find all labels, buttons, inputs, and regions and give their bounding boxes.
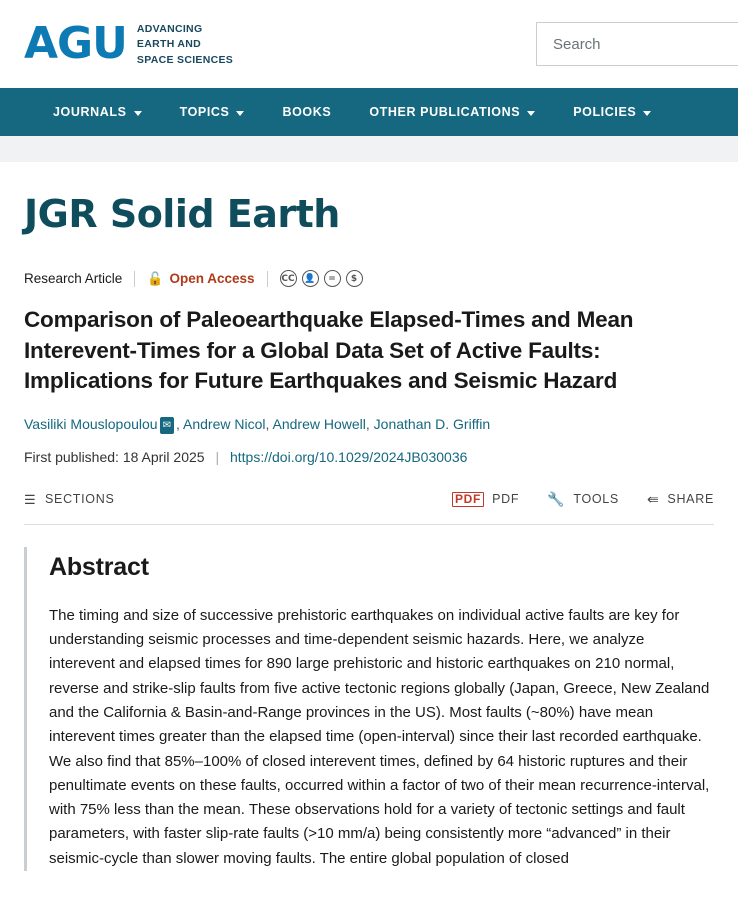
toolbar-divider [24, 524, 714, 525]
article-type-label: Research Article [24, 271, 123, 286]
pdf-icon: PDF [452, 492, 484, 507]
toolbar-left-group [24, 492, 115, 506]
abstract-text: The timing and size of successive prehistoric earthquakes on individual active faults are key for understanding seismic processes and time-dependent seismic hazards. Here, we analyze interevent and elapsed times for 890 large prehistoric and historic earthquakes on 210 normal, reverse and strike-slip faults from five active tectonic regions globally (Japan, Greece, New Zealand and the California & Basin-and-Range provinces in the US). Most faults (~80%) have mean interevent times greater than the elapsed time (open-interval) since their last recorded earthquake. We also find that 85%–100% of closed interevent times, defined by 64 historic ruptures and their penultimate events on these faults, occurred within a factor of two of their mean recurrence-interval, with 75% less than the mean. These observations hold for a variety of tectonic settings and fault parameters, with faster slip-rate faults (>10 mm/a) being consistently more “advanced” in their seismic-cycle than slower moving faults. The entire global population of closed [49, 606, 710, 867]
license-icons[interactable] [280, 270, 363, 287]
pubinfo-divider: | [215, 448, 220, 465]
doi-link[interactable]: https://doi.org/10.1029/2024JB030036 [229, 448, 468, 465]
list-icon: ☰ [24, 491, 37, 507]
pdf-label: PDF [492, 492, 520, 507]
author-name[interactable]: Jonathan D. Griffin [373, 415, 491, 432]
agu-logo-tagline [137, 20, 233, 68]
author-name[interactable]: Vasiliki Mouslopoulou [24, 415, 158, 432]
logo-tagline-line-2: EARTH AND [136, 38, 202, 51]
nav-item-topics[interactable] [161, 88, 264, 136]
abstract-body [49, 547, 714, 871]
agu-logo[interactable] [24, 20, 233, 68]
chevron-down-icon [236, 111, 244, 116]
header-spacer-band [0, 136, 738, 162]
meta-divider [134, 271, 135, 287]
nav-item-books[interactable] [263, 88, 350, 136]
publication-info [24, 449, 714, 465]
share-button[interactable] [647, 491, 714, 508]
author-list [24, 414, 714, 435]
nav-item-other-publications[interactable] [350, 88, 554, 136]
logo-tagline-line-3: SPACE SCIENCES [136, 53, 234, 66]
main-navigation [0, 88, 738, 136]
agu-logo-mark: AGU [24, 18, 127, 69]
tools-button[interactable] [547, 491, 619, 508]
sections-button[interactable] [24, 492, 115, 506]
wrench-icon: 🔧 [547, 490, 566, 507]
author-separator: , [365, 415, 374, 432]
first-published-label: First published: [24, 448, 119, 465]
tools-label: TOOLS [573, 492, 619, 507]
article-toolbar [24, 491, 714, 524]
open-access-label: Open Access [169, 271, 255, 286]
cc-no-derivatives-icon: = [324, 270, 341, 287]
article-meta-row [24, 270, 714, 287]
pdf-button[interactable] [452, 492, 519, 507]
journal-title[interactable]: JGR Solid Earth [24, 192, 340, 236]
chevron-down-icon [527, 111, 535, 116]
meta-divider [267, 271, 268, 287]
nav-label-other-publications: OTHER PUBLICATIONS [369, 105, 521, 119]
share-label: SHARE [667, 492, 714, 507]
site-header [0, 0, 738, 88]
chevron-down-icon [134, 111, 142, 116]
cc-non-commercial-icon: $ [346, 270, 363, 287]
author-separator: , [265, 415, 273, 432]
nav-item-policies[interactable] [554, 88, 670, 136]
author-separator: , [175, 415, 183, 432]
cc-attribution-icon: 👤 [302, 270, 319, 287]
sections-label: SECTIONS [45, 492, 115, 507]
nav-item-journals[interactable] [34, 88, 161, 136]
nav-label-policies: POLICIES [573, 105, 637, 119]
search-input[interactable] [551, 35, 731, 54]
nav-label-topics: TOPICS [179, 105, 230, 119]
toolbar-right-group [424, 491, 714, 508]
creative-commons-icon: CC [280, 270, 297, 287]
open-lock-icon: 🔓 [147, 270, 164, 286]
nav-label-books: BOOKS [282, 105, 332, 119]
page-title: Comparison of Paleoearthquake Elapsed-Times and Mean Interevent-Times for a Global Data Set of Active Faults: Implications for Future Earthquakes and Seismic Hazard [24, 307, 634, 394]
search-box[interactable] [536, 22, 738, 66]
article-content [0, 162, 738, 871]
open-access-badge [147, 271, 254, 287]
share-icon: ⇚ [646, 490, 660, 507]
chevron-down-icon [643, 111, 651, 116]
author-name[interactable]: Andrew Howell [272, 415, 366, 432]
abstract-accent-bar [24, 547, 27, 871]
nav-label-journals: JOURNALS [53, 105, 127, 119]
logo-tagline-line-1: ADVANCING [136, 23, 203, 36]
abstract-section [24, 547, 714, 871]
abstract-heading: Abstract [49, 552, 149, 581]
corresponding-author-icon[interactable]: ✉ [160, 417, 174, 434]
author-name[interactable]: Andrew Nicol [183, 415, 266, 432]
first-published-date: 18 April 2025 [122, 448, 205, 465]
